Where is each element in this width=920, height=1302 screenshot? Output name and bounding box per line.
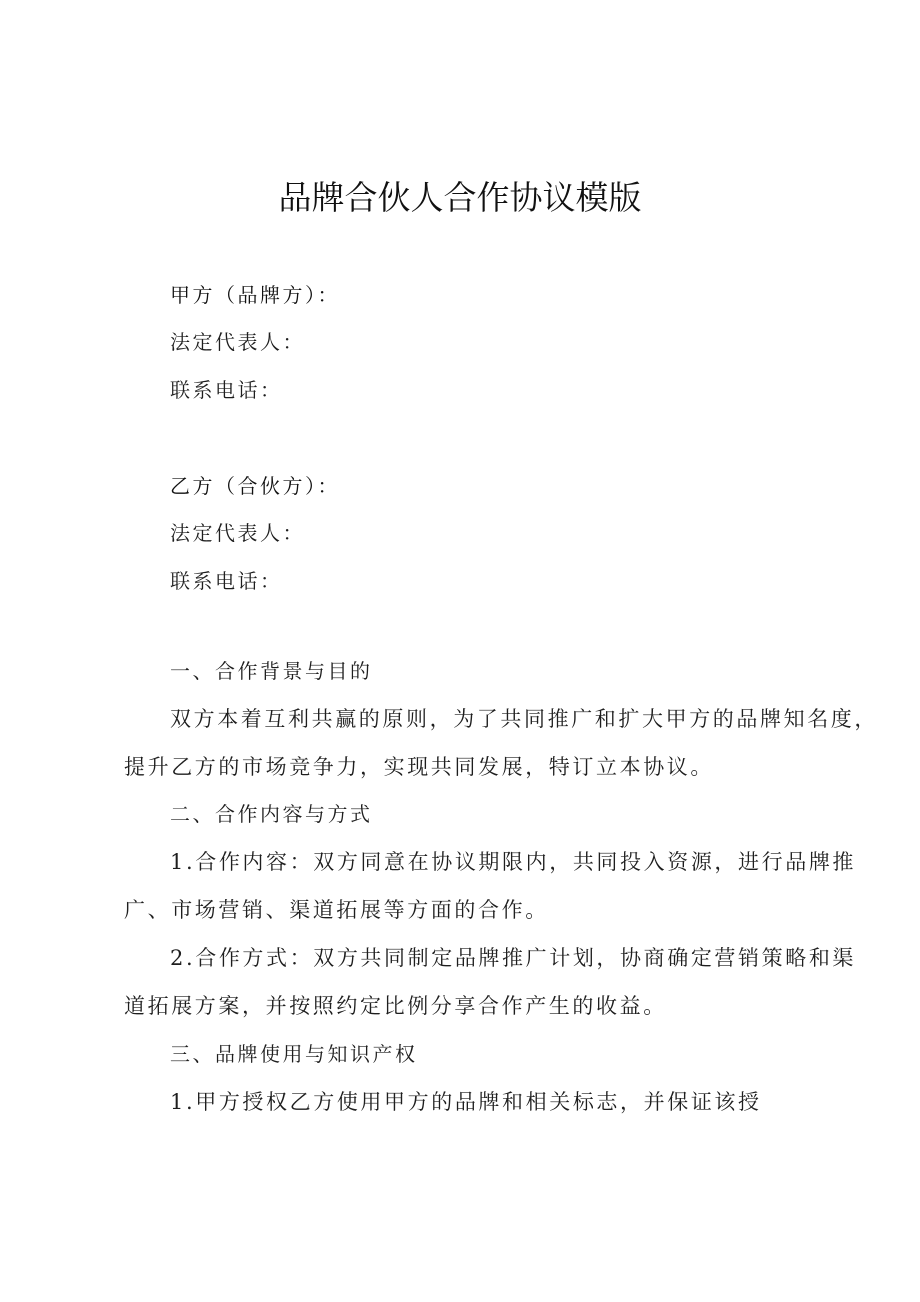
party-b-legal-rep: 法定代表人： bbox=[170, 521, 305, 545]
section-1-heading: 一、合作背景与目的 bbox=[170, 659, 373, 683]
section-2-heading: 二、合作内容与方式 bbox=[170, 802, 373, 826]
section-3-heading: 三、品牌使用与知识产权 bbox=[170, 1042, 418, 1066]
party-b-heading: 乙方（合伙方）： bbox=[170, 474, 340, 498]
party-a-phone: 联系电话： bbox=[170, 378, 283, 402]
section-1-paragraph-1-line-2: 提升乙方的市场竞争力，实现共同发展，特订立本协议。 bbox=[124, 755, 714, 779]
section-2-paragraph-1-line-2: 广、市场营销、渠道拓展等方面的合作。 bbox=[124, 898, 549, 922]
section-2-paragraph-1-line-1: 1.合作内容：双方同意在协议期限内，共同投入资源，进行品牌推 bbox=[170, 850, 857, 874]
party-b-phone: 联系电话： bbox=[170, 569, 283, 593]
section-1-paragraph-1-line-1: 双方本着互利共赢的原则，为了共同推广和扩大甲方的品牌知名度， bbox=[170, 707, 878, 731]
section-3-paragraph-1-line-1: 1.甲方授权乙方使用甲方的品牌和相关标志，并保证该授 bbox=[170, 1090, 762, 1114]
party-a-legal-rep: 法定代表人： bbox=[170, 330, 305, 354]
party-a-heading: 甲方（品牌方）： bbox=[170, 283, 340, 307]
document-title: 品牌合伙人合作协议模版 bbox=[278, 178, 642, 217]
section-2-paragraph-2-line-2: 道拓展方案，并按照约定比例分享合作产生的收益。 bbox=[124, 994, 667, 1018]
section-2-paragraph-2-line-1: 2.合作方式：双方共同制定品牌推广计划，协商确定营销策略和渠 bbox=[170, 946, 857, 970]
